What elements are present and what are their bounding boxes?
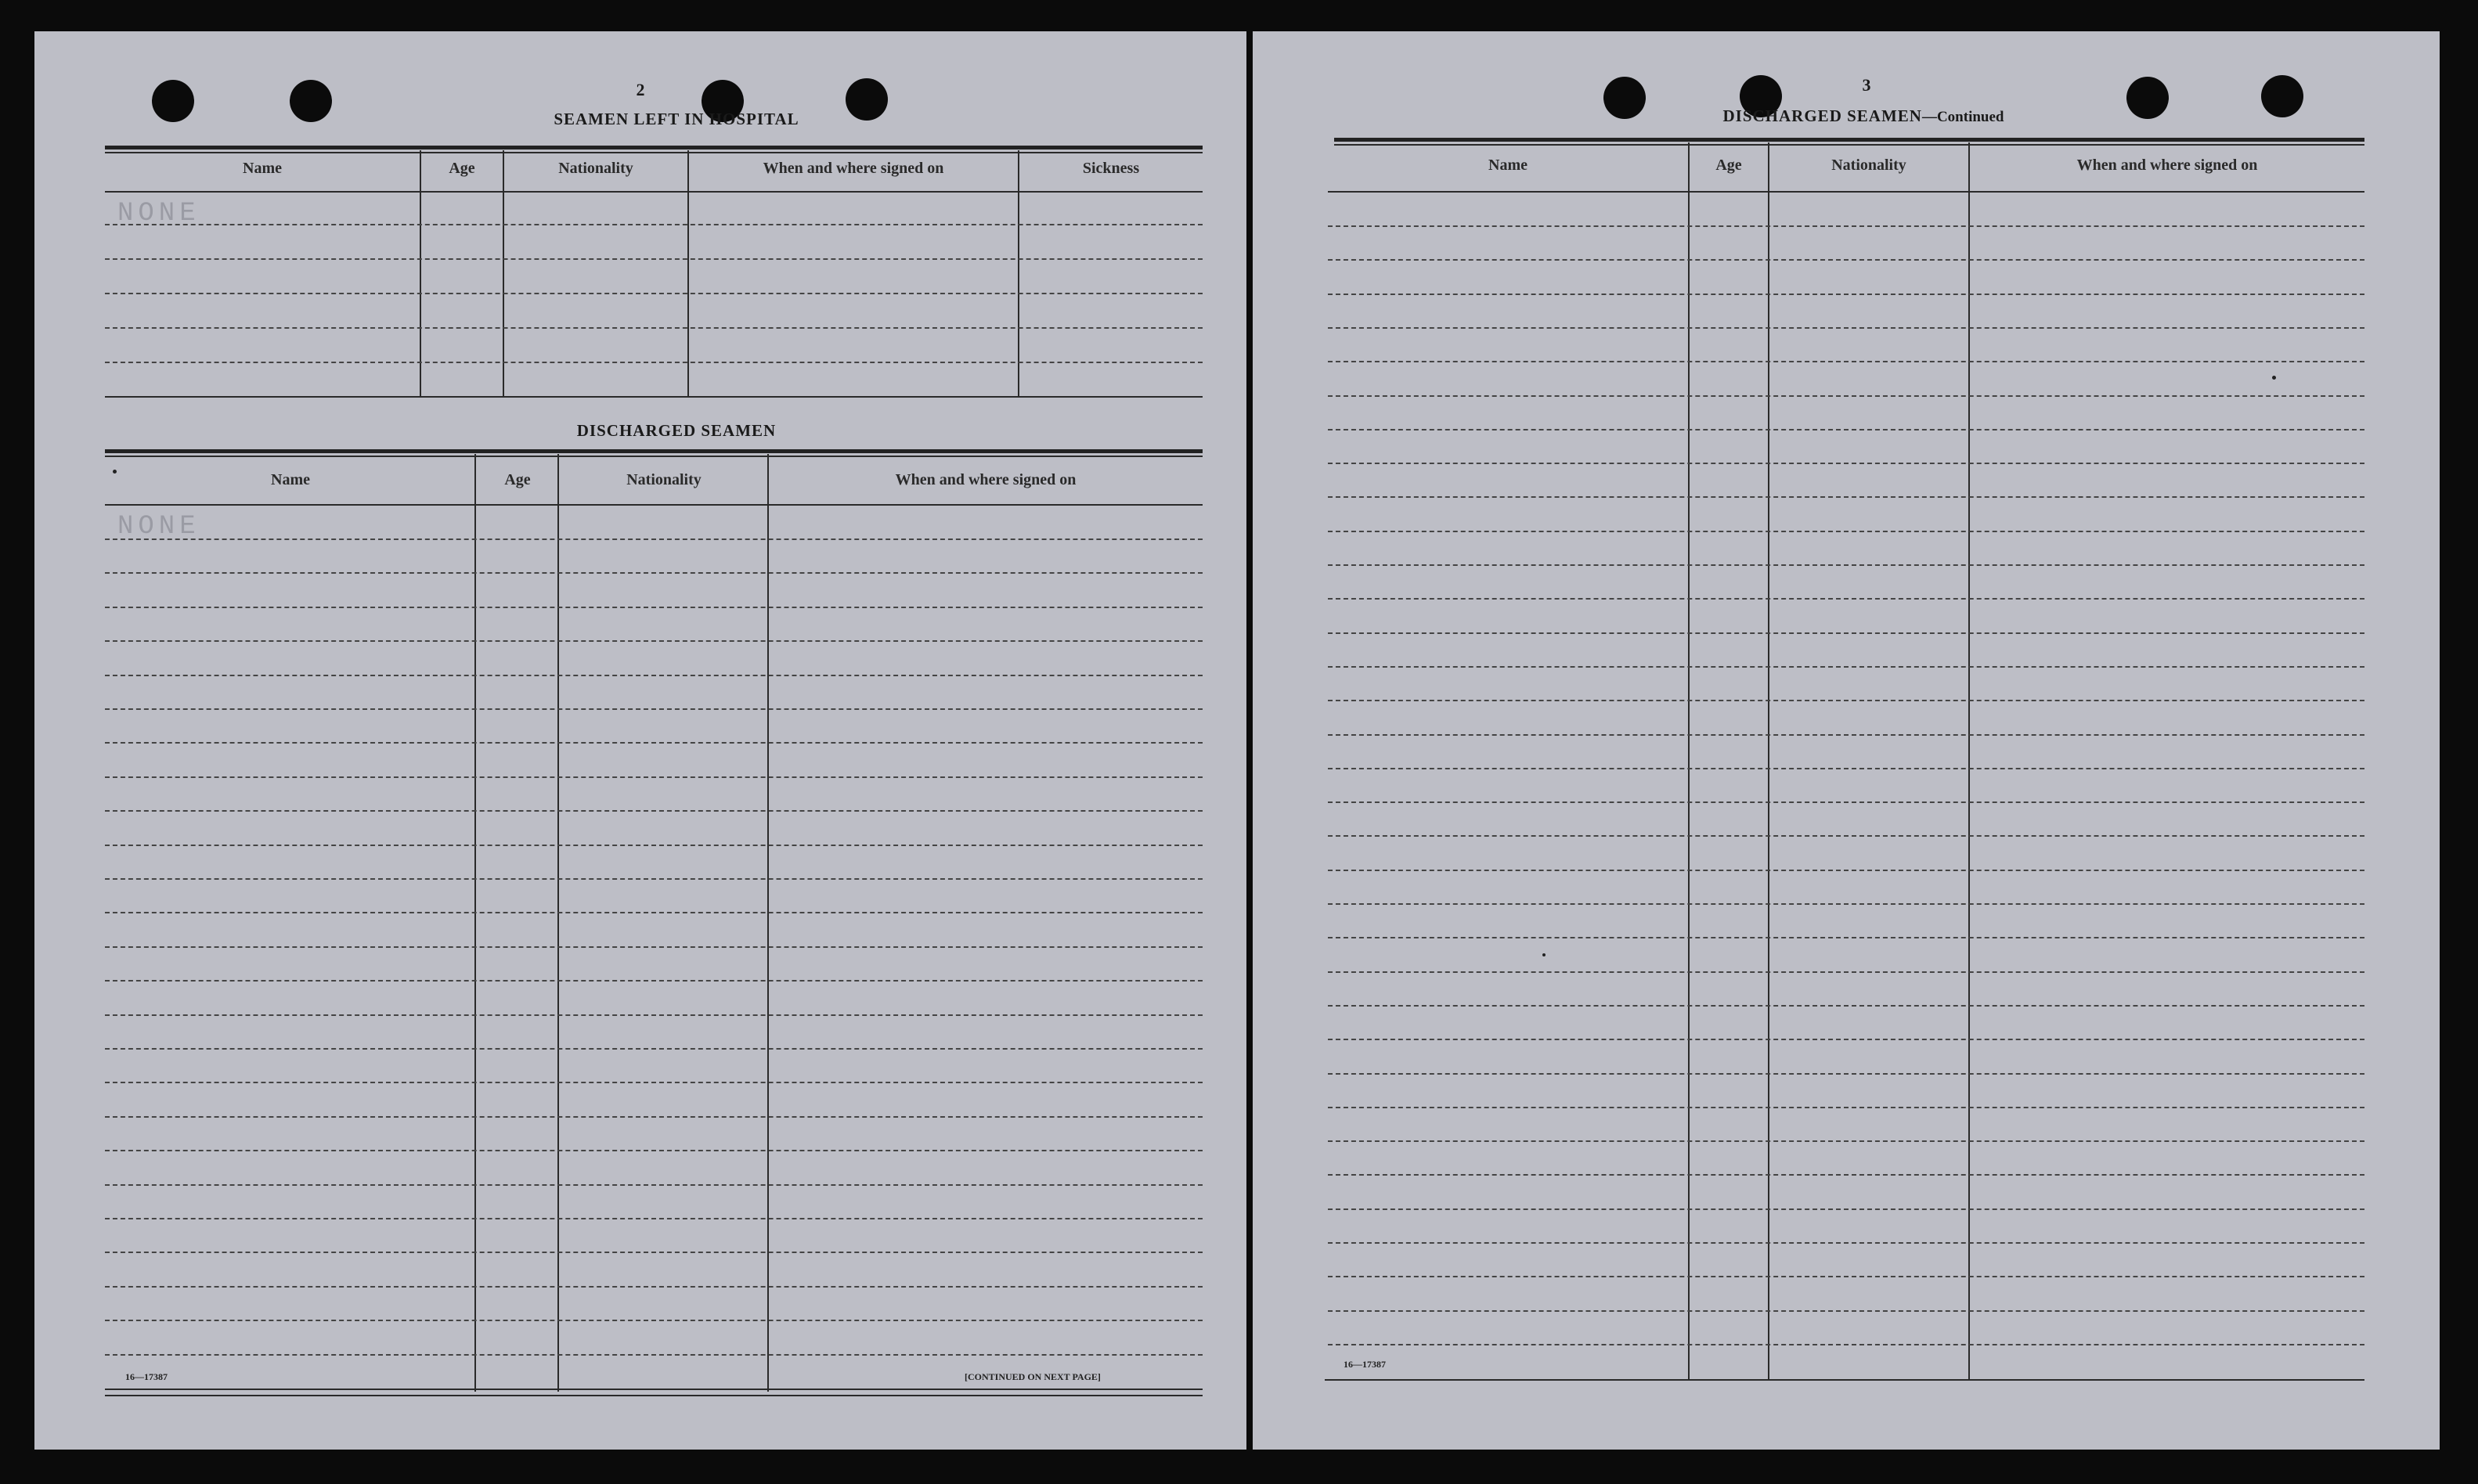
continued-note: [CONTINUED ON NEXT PAGE] [965,1371,1101,1382]
row-line [105,1014,1203,1016]
row-line [105,742,1203,744]
table-rule [105,146,1203,149]
column-header-name: Name [243,160,282,177]
row-line [1328,1005,2364,1007]
row-line [1328,903,2364,905]
column-divider [767,454,769,1392]
table-bottom-rule [105,1389,1203,1390]
row-line [105,1150,1203,1151]
column-header-age: Age [1715,157,1742,174]
row-line [1328,768,2364,769]
table-rule [105,449,1203,453]
row-line [1328,937,2364,938]
punch-hole [1603,77,1646,119]
row-line [105,258,1203,260]
row-line [105,1184,1203,1186]
row-line [105,1218,1203,1219]
table-bottom-rule [105,1395,1203,1396]
ink-speck [2272,376,2276,380]
row-line [1328,666,2364,668]
form-code: 16—17387 [125,1371,168,1382]
row-line [1328,564,2364,566]
row-line [1328,632,2364,634]
table-bottom-rule [1325,1379,2364,1381]
title-suffix: —Continued [1921,109,2004,125]
punch-hole [2126,77,2169,119]
row-line [105,946,1203,948]
section-title-discharged: DISCHARGED SEAMEN [576,421,777,440]
row-line [105,1320,1203,1321]
row-line [1328,531,2364,532]
table-rule [1334,144,2364,146]
row-line [1328,835,2364,837]
column-divider [474,454,476,1392]
row-line [1328,259,2364,261]
column-header-signed-on: When and where signed on [895,471,1077,488]
row-line [105,878,1203,880]
row-line [105,572,1203,574]
row-line [1328,429,2364,430]
row-line [1328,294,2364,295]
row-line [105,776,1203,778]
entry-none: NONE [117,199,200,229]
row-line [105,224,1203,225]
row-line [105,810,1203,812]
row-line [105,845,1203,846]
ink-speck [1542,953,1546,956]
row-line [105,1286,1203,1288]
row-line [105,980,1203,982]
row-line [1328,1310,2364,1312]
column-header-nationality: Nationality [1831,157,1906,174]
row-line [105,538,1203,540]
row-line [105,1116,1203,1118]
punch-hole [290,80,332,122]
row-line [105,912,1203,913]
row-line [105,640,1203,642]
table-rule [1334,138,2364,142]
column-header-sickness: Sickness [1082,160,1140,177]
header-rule [105,191,1203,193]
row-line [1328,1276,2364,1277]
title-text: DISCHARGED SEAMEN [1722,106,1922,125]
page-number: 2 [636,80,645,99]
row-line [105,708,1203,710]
row-line [1328,1208,2364,1210]
row-line [1328,1344,2364,1345]
column-header-signed-on: When and where signed on [763,160,944,177]
row-line [1328,225,2364,227]
row-line [1328,1174,2364,1176]
column-divider [1018,150,1019,398]
header-rule [1328,191,2364,193]
row-line [1328,361,2364,362]
form-code: 16—17387 [1344,1359,1386,1370]
row-line [1328,1039,2364,1040]
column-header-age: Age [449,160,475,177]
column-header-name: Name [271,471,310,488]
row-line [1328,1140,2364,1142]
row-line [1328,870,2364,871]
row-line [1328,1107,2364,1108]
column-header-name: Name [1488,157,1528,174]
row-line [1328,734,2364,736]
row-line [1328,1073,2364,1075]
punch-hole [2261,75,2303,117]
row-line [1328,1242,2364,1244]
row-line [1328,395,2364,397]
row-line [105,362,1203,363]
column-divider [503,150,504,398]
punch-hole [152,80,194,122]
page-number: 3 [1862,75,1871,95]
row-line [1328,801,2364,803]
row-line [105,1354,1203,1356]
column-divider [557,454,559,1392]
table-bottom-rule [105,396,1203,398]
row-line [105,293,1203,294]
header-rule [105,504,1203,506]
row-line [105,327,1203,329]
right-page [1253,31,2440,1450]
column-header-age: Age [504,471,531,488]
row-line [105,675,1203,676]
column-header-nationality: Nationality [558,160,633,177]
table-rule [105,456,1203,457]
left-page [34,31,1246,1450]
column-header-nationality: Nationality [626,471,702,488]
row-line [1328,598,2364,600]
column-divider [420,150,421,398]
row-line [1328,496,2364,498]
row-line [105,607,1203,608]
row-line [1328,327,2364,329]
row-line [1328,463,2364,464]
section-title-discharged-continued [1691,106,2036,126]
column-header-signed-on: When and where signed on [2076,157,2258,174]
section-title-hospital: SEAMEN LEFT IN HOSPITAL [554,110,799,128]
column-divider [687,150,689,398]
entry-none: NONE [117,512,200,542]
row-line [105,1252,1203,1253]
table-rule [105,152,1203,153]
row-line [105,1048,1203,1050]
row-line [1328,700,2364,701]
ink-speck [113,470,117,474]
row-line [1328,971,2364,973]
row-line [105,1082,1203,1083]
